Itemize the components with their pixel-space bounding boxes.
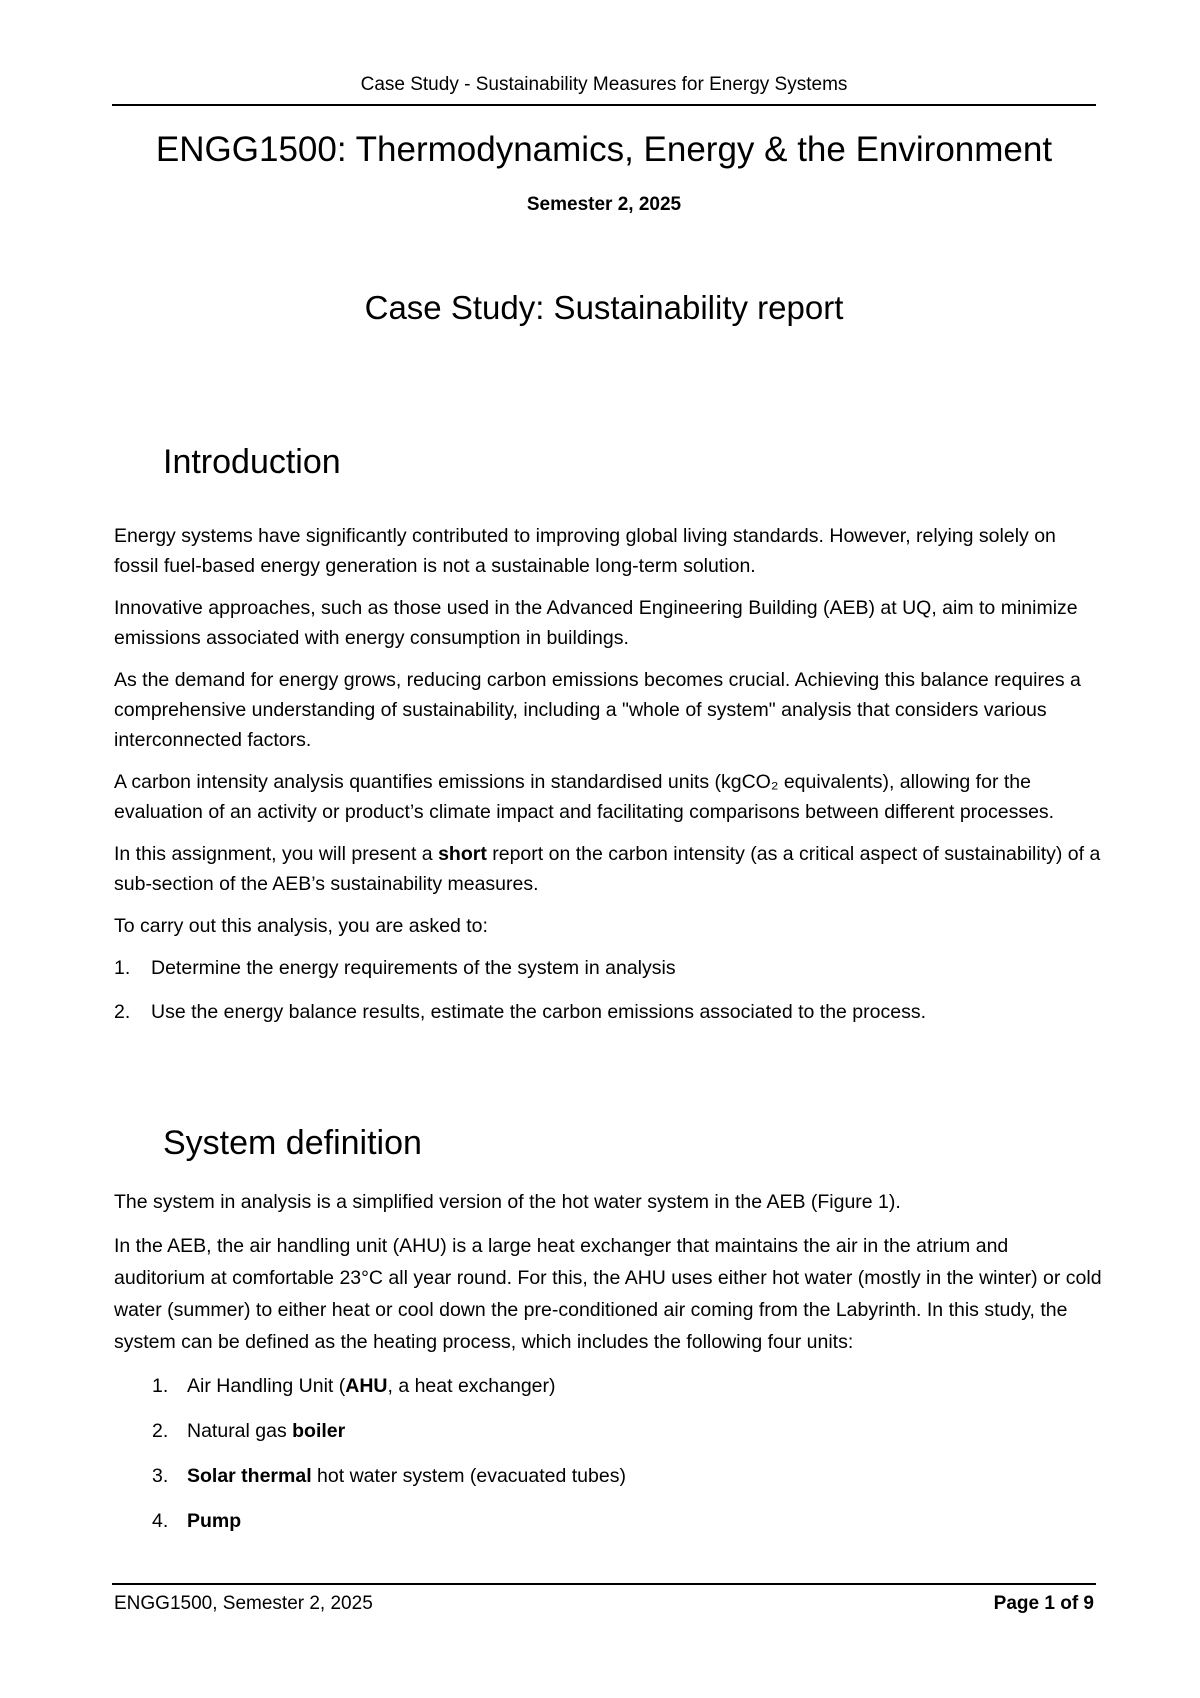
- semester-label: Semester 2, 2025: [526, 194, 682, 215]
- system-definition-heading: System definition: [163, 1124, 422, 1162]
- unit-list: [114, 1370, 1104, 1537]
- task-number: 1.: [114, 957, 131, 979]
- intro-p5-text-a: In this assignment, you will present a: [114, 843, 439, 865]
- course-title: ENGG1500: Thermodynamics, Energy & the Environment: [155, 130, 1053, 169]
- unit-item: [114, 1505, 1104, 1537]
- sysdef-paragraph-2: In the AEB, the air handling unit (AHU) is a large heat exchanger that maintains the air in the atrium and auditorium at comfortable 23°C all year round. For this, the AHU uses either hot water (mostly in the winter) or cold water (summer) to either heat or cool down the pre-conditioned air coming from the Labyrinth. In this study, the system can be defined as the heating process, which includes the following four units:: [114, 1235, 1102, 1353]
- unit-bold: AHU: [345, 1375, 388, 1397]
- unit-bold: Solar thermal: [187, 1465, 312, 1487]
- unit-number: 4.: [152, 1510, 169, 1532]
- unit-text-b: hot water system (evacuated tubes): [311, 1465, 626, 1487]
- task-item: [114, 997, 1104, 1027]
- introduction-body: [114, 521, 1104, 1041]
- intro-paragraph-5: [114, 839, 1104, 899]
- page-number: Page 1 of 9: [993, 1593, 1094, 1614]
- task-item: [114, 953, 1104, 983]
- unit-number: 2.: [152, 1420, 169, 1442]
- intro-paragraph-3: As the demand for energy grows, reducing carbon emissions becomes crucial. Achieving this balance requires a comprehensive understanding of sustainability, including a "whole of system" analysis that considers various interconnected factors.: [114, 669, 1081, 751]
- intro-paragraph-1: Energy systems have significantly contributed to improving global living standards. However, relying solely on fossil fuel-based energy generation is not a sustainable long-term solution.: [114, 525, 1056, 577]
- unit-item: [114, 1415, 1104, 1447]
- sysdef-paragraph-1: The system in analysis is a simplified version of the hot water system in the AEB (Figure 1).: [114, 1191, 901, 1213]
- footer-course-label: ENGG1500, Semester 2, 2025: [114, 1593, 373, 1614]
- unit-text-a: Air Handling Unit (: [187, 1375, 346, 1397]
- unit-bold: boiler: [292, 1420, 346, 1442]
- task-list: [114, 953, 1104, 1027]
- intro-p5-text-b: report on the carbon intensity (as a critical aspect of sustainability) of a sub-section of the AEB’s sustainability measures.: [114, 843, 1101, 895]
- intro-paragraph-4: A carbon intensity analysis quantifies emissions in standardised units (kgCO₂ equivalents), allowing for the evaluation of an activity or product’s climate impact and facilitating comparisons between different processes.: [114, 771, 1055, 823]
- intro-paragraph-2: Innovative approaches, such as those used in the Advanced Engineering Building (AEB) at UQ, aim to minimize emissions associated with energy consumption in buildings.: [114, 597, 1078, 649]
- unit-item: [114, 1370, 1104, 1402]
- unit-text-a: Natural gas: [187, 1420, 293, 1442]
- running-header: Case Study - Sustainability Measures for Energy Systems: [360, 74, 848, 95]
- introduction-heading: Introduction: [163, 443, 341, 481]
- unit-item: [114, 1460, 1104, 1492]
- intro-p5-bold: short: [438, 843, 487, 865]
- task-text: Use the energy balance results, estimate the carbon emissions associated to the process.: [151, 1001, 926, 1023]
- unit-number: 1.: [152, 1375, 169, 1397]
- unit-text-b: , a heat exchanger): [387, 1375, 556, 1397]
- intro-paragraph-6: To carry out this analysis, you are asked to:: [114, 915, 488, 937]
- case-study-subtitle: Case Study: Sustainability report: [364, 289, 844, 326]
- unit-bold: Pump: [187, 1510, 242, 1532]
- header-rule: [112, 104, 1096, 106]
- unit-number: 3.: [152, 1465, 169, 1487]
- task-text: Determine the energy requirements of the system in analysis: [151, 957, 676, 979]
- task-number: 2.: [114, 1001, 131, 1023]
- footer-rule: [112, 1583, 1096, 1585]
- system-definition-body: [114, 1186, 1104, 1550]
